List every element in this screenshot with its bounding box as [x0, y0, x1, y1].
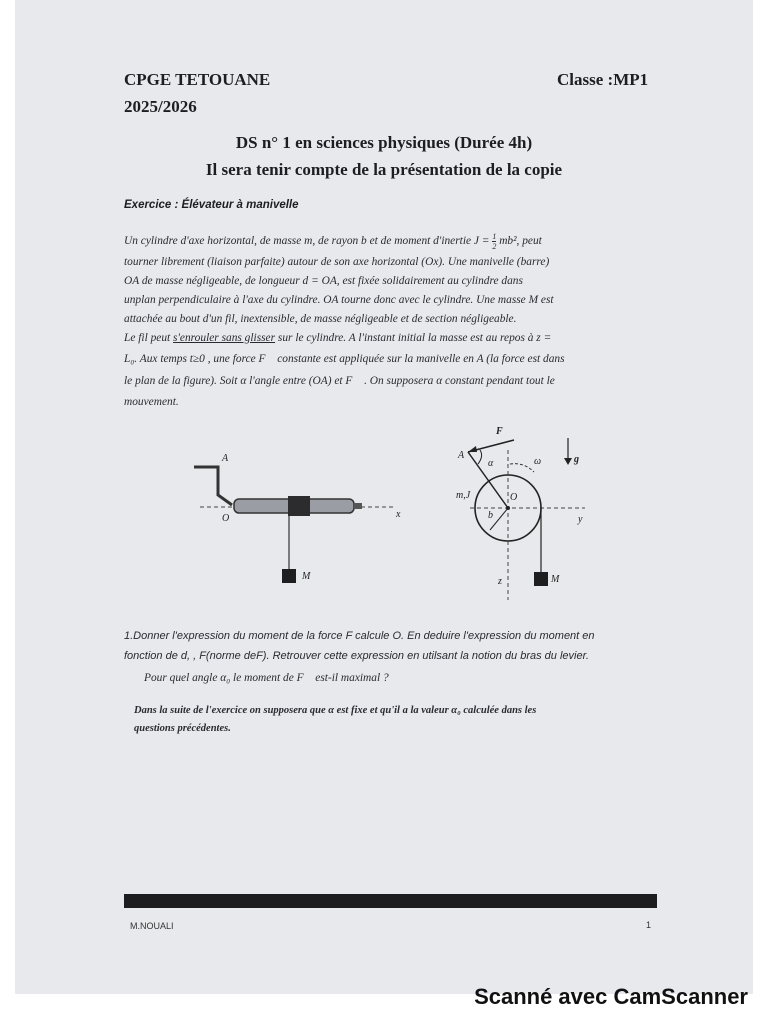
para-line-7: L₀. Aux temps t≥0 , une force F⃗ constante est appliquée sur la manivelle en A (la force est dans — [124, 353, 565, 365]
center-point — [506, 506, 510, 510]
para-line-6 — [124, 332, 551, 344]
label-mJ: m,J — [456, 490, 471, 501]
label-x: x — [396, 509, 401, 520]
omega-arc — [510, 464, 534, 472]
para-line-4: unplan perpendiculaire à l'axe du cylindre. OA tourne donc avec le cylindre. Une masse M est — [124, 294, 554, 306]
para-line-6-end: sur le cylindre. A l'instant initial la masse est au repos à z = — [275, 332, 552, 344]
label-A-right: A — [458, 450, 465, 461]
class-label: Classe :MP1 — [557, 70, 649, 89]
label-omega: ω — [534, 456, 542, 467]
label-z: z — [498, 576, 502, 587]
inertia-denominator: 2 — [492, 242, 497, 251]
label-b: b — [488, 510, 493, 521]
enrouler-phrase: s'enrouler sans glisser — [173, 332, 276, 344]
exam-title: DS n° 1 en sciences physiques (Durée 4h) — [235, 133, 533, 152]
footer-page-number: 1 — [646, 920, 652, 930]
label-A: A — [222, 453, 229, 464]
school-year: 2025/2026 — [124, 97, 197, 116]
note-line-1: Dans la suite de l'exercice on supposera que α est fixe et qu'il a la valeur α₀ calculée dans les — [134, 705, 537, 716]
camscanner-watermark: Scanné avec CamScanner — [474, 984, 748, 1009]
crank-arm — [194, 467, 232, 505]
para-line-2: tourner librement (liaison parfaite) autour de son axe horizontal (Ox). Une manivelle (barre) — [124, 256, 550, 268]
inertia-fraction — [492, 232, 496, 251]
label-O-right: O — [510, 492, 518, 503]
para-line-5: attachée au bout d'un fil, inextensible, de masse négligeable et de section négligeable. — [124, 313, 517, 325]
note-line-2: questions précédentes. — [134, 723, 231, 734]
label-O: O — [222, 513, 230, 524]
para-line-1 — [124, 232, 542, 251]
angle-arc — [478, 450, 482, 464]
para-line-9: mouvement. — [124, 396, 179, 408]
figure-side-view — [180, 445, 420, 595]
question-1-line-2: fonction de d, , F(norme deF). Retrouver cette expression en utilsant la notion du bras du levier. — [124, 650, 589, 662]
para-line-6-start: Le fil peut — [124, 332, 174, 344]
inertia-tail: mb², peut — [499, 235, 542, 248]
footer-bar — [124, 894, 657, 908]
school-name: CPGE TETOUANE — [124, 70, 271, 89]
mass-block-right — [534, 572, 548, 586]
question-1-line-1: 1.Donner l'expression du moment de la force F calcule O. En deduire l'expression du moment en — [124, 630, 595, 642]
label-F: F⃗ — [496, 426, 511, 437]
para-line-1-text: Un cylindre d'axe horizontal, de masse m, de rayon b et de moment d'inertie J = — [124, 235, 493, 248]
label-alpha: α — [488, 458, 494, 469]
figure-front-view — [450, 420, 610, 605]
para-line-8: le plan de la figure). Soit α l'angle entre (OA) et F⃗ . On supposera α constant pendant tout le — [124, 375, 555, 387]
mass-block — [282, 569, 296, 583]
label-M: M — [302, 571, 311, 582]
para-line-3: OA de masse négligeable, de longueur d = OA, est fixée solidairement au cylindre dans — [124, 275, 523, 287]
exam-subtitle: Il sera tenir compte de la présentation de la copie — [205, 160, 563, 179]
label-M-right: M — [551, 574, 560, 585]
axle-end — [354, 503, 362, 509]
exercise-heading: Exercice : Élévateur à manivelle — [124, 199, 299, 211]
footer-author: M.NOUALI — [130, 921, 174, 931]
force-arrow-head — [468, 446, 477, 452]
label-g: g⃗ — [574, 454, 587, 465]
question-2: Pour quel angle α₀ le moment de F⃗ est-il maximal ? — [144, 672, 389, 684]
label-y: y — [578, 514, 583, 525]
inertia-numerator: 1 — [492, 232, 497, 241]
gravity-arrow-head — [564, 458, 572, 465]
wound-rope — [288, 496, 310, 516]
